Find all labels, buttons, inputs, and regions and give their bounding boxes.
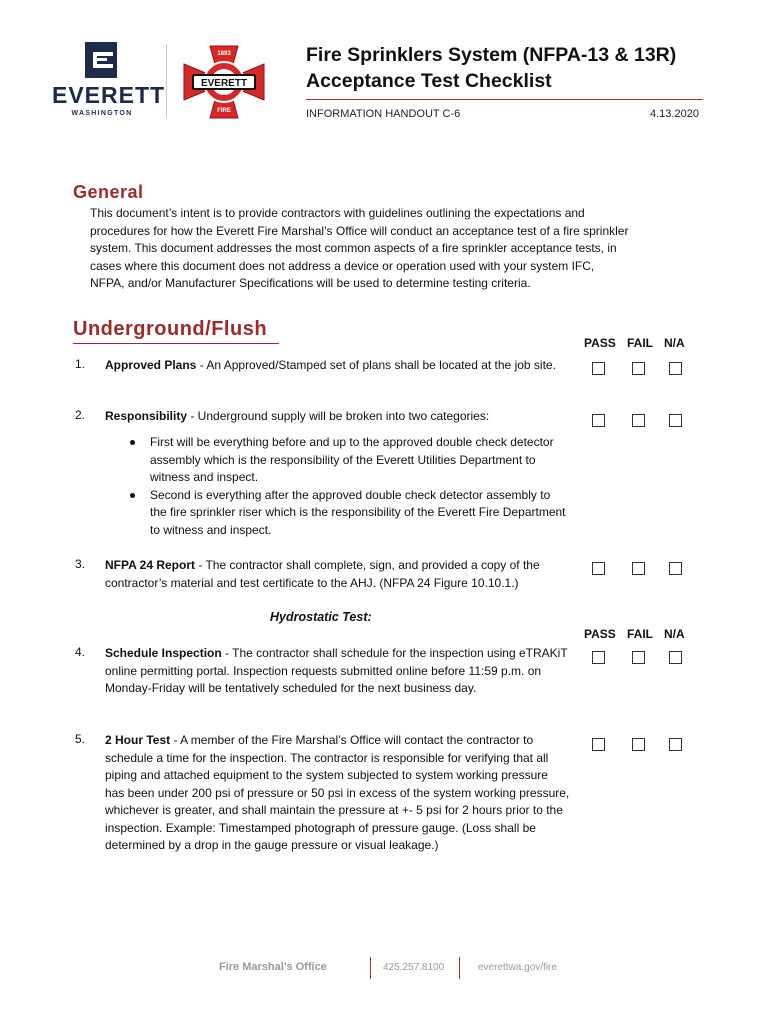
document-date: 4.13.2020 (650, 108, 699, 120)
checklist-item-schedule-inspection (105, 645, 570, 698)
item3-na-checkbox[interactable] (669, 562, 682, 575)
footer-office-name: Fire Marshal’s Office (219, 961, 327, 973)
bullet-item (130, 434, 570, 487)
item3-fail-checkbox[interactable] (632, 562, 645, 575)
pass-column-header: PASS (584, 336, 616, 350)
checklist-item-nfpa-24-report (105, 557, 570, 592)
footer-phone: 425.257.8100 (383, 962, 445, 973)
item4-na-checkbox[interactable] (669, 651, 682, 664)
item-title: Responsibility (105, 409, 188, 423)
maltese-cross-icon (180, 42, 268, 122)
general-heading: General (73, 182, 144, 202)
underground-heading: Underground/Flush (73, 318, 268, 340)
checklist-item-responsibility (105, 408, 570, 426)
item-number: 4. (75, 645, 86, 659)
item3-pass-checkbox[interactable] (592, 562, 605, 575)
underground-heading-underline (73, 343, 279, 344)
item4-pass-checkbox[interactable] (592, 651, 605, 664)
bullet-text: Second is everything after the approved double check detector assembly to the fire sprinkler riser which is the responsibility of the Everett Fire Department to witness and inspect. (150, 487, 566, 537)
item2-fail-checkbox[interactable] (632, 414, 645, 427)
checklist-item-2-hour-test (105, 732, 570, 855)
footer-divider (459, 957, 460, 979)
hydrostatic-test-subheading: Hydrostatic Test: (270, 610, 372, 624)
bullet-dot (130, 440, 135, 445)
item-number: 5. (75, 732, 86, 746)
item-description: - The contractor shall schedule for the inspection using eTRAKiT online permitting portal. Inspection requests submitted online before 11:59 p.m. on Monday-Friday will be tentatively scheduled for the next business day. (105, 646, 568, 695)
handout-id: INFORMATION HANDOUT C-6 (306, 108, 461, 120)
item-number: 2. (75, 408, 86, 422)
item-title: 2 Hour Test (105, 733, 171, 747)
document-title-line-2: Acceptance Test Checklist (306, 70, 552, 92)
city-of-everett-logo (52, 42, 166, 122)
item-description: - An Approved/Stamped set of plans shall be located at the job site. (196, 358, 556, 372)
item-title: Schedule Inspection (105, 646, 222, 660)
general-paragraph: This document’s intent is to provide contractors with guidelines outlining the expectations and procedures for how the Everett Fire Marshal’s Office will conduct an acceptance test of a fire sprinkler system. This document addresses the most common aspects of a fire sprinkler acceptance tests, in cases where this document does not address a device or operation used with your system IFC, NFPA, and/or Manufacturer Specifications will be used to determine testing criteria. (90, 206, 629, 290)
header-divider (166, 44, 167, 118)
na-column-header: N/A (664, 336, 685, 350)
document-title-line-1: Fire Sprinklers System (NFPA-13 & 13R) (306, 44, 677, 66)
footer-website-link[interactable]: everettwa.gov/fire (478, 962, 557, 973)
item1-pass-checkbox[interactable] (592, 362, 605, 375)
item2-pass-checkbox[interactable] (592, 414, 605, 427)
city-state: WASHINGTON (71, 110, 133, 117)
item-description: - A member of the Fire Marshal’s Office will contact the contractor to schedule a time for the inspection. The contractor is responsible for verifying that all piping and attached equipment to the system subjected to system working pressure has been under 200 psi of pressure or 50 psi in excess of the system working pressure, whichever is greater, and shall maintain the pressure at +- 5 psi for 2 hours prior to the inspection. Example: Timestamped photograph of pressure gauge. (Loss shall be determined by a drop in the gauge pressure or visual leakage.) (105, 733, 570, 852)
everett-fire-logo (180, 42, 268, 122)
city-name: EVERETT (52, 82, 166, 108)
item-title: Approved Plans (105, 358, 197, 372)
item5-fail-checkbox[interactable] (632, 738, 645, 751)
na-column-header: N/A (664, 627, 685, 641)
responsibility-bullet-list (130, 434, 570, 539)
item4-fail-checkbox[interactable] (632, 651, 645, 664)
item1-na-checkbox[interactable] (669, 362, 682, 375)
item5-pass-checkbox[interactable] (592, 738, 605, 751)
item-number: 3. (75, 557, 86, 571)
checklist-item-approved-plans (105, 357, 570, 375)
fire-logo-year: 1893 (217, 51, 231, 57)
city-emblem-icon (85, 42, 117, 78)
item-description: - The contractor shall complete, sign, and provided a copy of the contractor’s material and test certificate to the AHJ. (NFPA 24 Figure 10.10.1.) (105, 558, 540, 590)
item-title: NFPA 24 Report (105, 558, 196, 572)
item5-na-checkbox[interactable] (669, 738, 682, 751)
bullet-item (130, 487, 570, 540)
pass-column-header: PASS (584, 627, 616, 641)
bullet-dot (130, 493, 135, 498)
item-description: - Underground supply will be broken into two categories: (187, 409, 490, 423)
bullet-text: First will be everything before and up to the approved double check detector assembly which is the responsibility of the Everett Utilities Department to witness and inspect. (150, 435, 554, 484)
item2-na-checkbox[interactable] (669, 414, 682, 427)
title-underline (306, 99, 703, 100)
fire-logo-text: EVERETT (200, 78, 248, 89)
fail-column-header: FAIL (627, 336, 653, 350)
fail-column-header: FAIL (627, 627, 653, 641)
footer-divider (370, 957, 371, 979)
item1-fail-checkbox[interactable] (632, 362, 645, 375)
fire-logo-bottom: FIRE (217, 108, 231, 114)
item-number: 1. (75, 357, 86, 371)
